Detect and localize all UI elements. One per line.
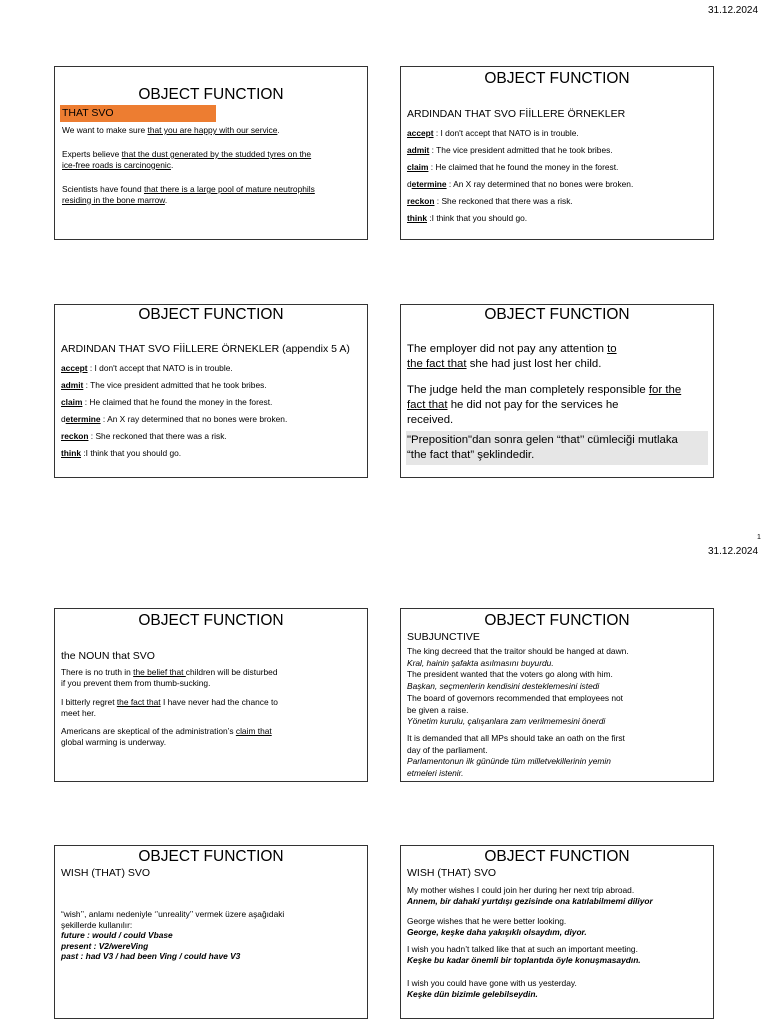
wish-example-3: I wish you hadn’t talked like that at such an important meeting. Keşke bu kadar önemli bir toplantıda öyle konuşmasaydın. bbox=[407, 944, 641, 965]
wish-rules bbox=[61, 909, 284, 962]
slide-title: OBJECT FUNCTION bbox=[484, 306, 630, 323]
verb-example-reckon: reckon : She reckoned that there was a risk. bbox=[61, 431, 227, 441]
note-text: "Preposition"dan sonra gelen “that’’ cümleciği mutlaka “the fact that” şeklindedir. bbox=[407, 434, 678, 461]
wish-example-4: I wish you could have gone with us yesterday. Keşke dün bizimle gelebilseydin. bbox=[407, 978, 577, 999]
page-date-middle: 31.12.2024 bbox=[708, 546, 759, 557]
page-date-top: 31.12.2024 bbox=[708, 5, 759, 16]
example-2: Experts believe that the dust generated by the studded tyres on the ice-free roads is carcinogenic. bbox=[62, 149, 312, 170]
verb-example-claim: claim : He claimed that he found the money in the forest. bbox=[407, 162, 619, 172]
slide-title: OBJECT FUNCTION bbox=[138, 306, 284, 323]
slide-noun-that bbox=[54, 608, 368, 782]
verb-example-think: think :I think that you should go. bbox=[61, 448, 182, 458]
verb-example-admit: admit : The vice president admitted that he took bribes. bbox=[407, 145, 613, 155]
subjunctive-examples bbox=[407, 646, 629, 728]
verb-example-accept: accept : I don't accept that NATO is in trouble. bbox=[407, 128, 579, 138]
example-2: I bitterly regret the fact that I have never had the chance to meet her. bbox=[61, 697, 278, 718]
verb-examples bbox=[61, 360, 287, 462]
slide-wish-rules bbox=[54, 845, 368, 1019]
translation-line: Kral, hainin şafakta asılmasını buyurdu. bbox=[407, 657, 554, 668]
slide-that-svo bbox=[54, 66, 368, 240]
example-1: The employer did not pay any attention to the fact that she had just lost her child. bbox=[407, 343, 617, 370]
translation-line: Başkan, seçmenlerin kendisini desteklemesini istedi bbox=[407, 681, 600, 692]
page-mark: 1 bbox=[757, 534, 761, 541]
verb-example-determine: determine : An X ray determined that no bones were broken. bbox=[407, 179, 634, 189]
slide-heading: WISH (THAT) SVO bbox=[407, 867, 497, 879]
example-1: We want to make sure that you are happy with our service. bbox=[62, 125, 280, 135]
example-1: There is no truth in the belief that children will be disturbed if you prevent them from thumb-sucking. bbox=[61, 667, 278, 688]
slide-heading: ARDINDAN THAT SVO FİİLLERE ÖRNEKLER bbox=[407, 108, 626, 120]
rule-future: future : would / could Vbase bbox=[61, 930, 173, 941]
slide-title: OBJECT FUNCTION bbox=[138, 86, 284, 103]
slide-title: OBJECT FUNCTION bbox=[484, 70, 630, 87]
translation-line: Parlamentonun ilk gününde tüm milletvekillerinin yemin bbox=[407, 756, 611, 767]
wish-example-2: George wishes that he were better looking. George, keşke daha yakışıklı olsaydım, diyor. bbox=[407, 916, 587, 937]
verb-example-claim: claim : He claimed that he found the money in the forest. bbox=[61, 397, 273, 407]
subjunctive-examples-2 bbox=[407, 733, 625, 780]
rule-past: past : had V3 / had been Ving / could have V3 bbox=[61, 951, 241, 962]
translation-line: Yönetim kurulu, çalışanlara zam verilmemesini önerdi bbox=[407, 716, 606, 727]
slide-wish-examples bbox=[400, 845, 714, 1019]
slide-the-fact-that bbox=[400, 304, 714, 478]
example-2: The judge held the man completely responsible for the fact that he did not pay for the services he received. bbox=[407, 384, 682, 426]
slide-heading: WISH (THAT) SVO bbox=[61, 867, 151, 879]
rule-intro: “wish’’, anlamı nedeniyle ‘’unreality’’ vermek üzere aşağıdaki bbox=[61, 909, 285, 919]
slide-heading: the NOUN that SVO bbox=[61, 650, 155, 662]
verb-example-reckon: reckon : She reckoned that there was a risk. bbox=[407, 196, 573, 206]
slide-that-verbs-appendix bbox=[54, 304, 368, 478]
verb-examples bbox=[407, 125, 633, 227]
rule-present: present : V2/wereVing bbox=[61, 940, 149, 951]
slide-title: OBJECT FUNCTION bbox=[484, 848, 630, 865]
verb-example-admit: admit : The vice president admitted that he took bribes. bbox=[61, 380, 267, 390]
slide-title: OBJECT FUNCTION bbox=[138, 848, 284, 865]
example-line: The president wanted that the voters go along with him. bbox=[407, 669, 613, 680]
example-line: The board of governors recommended that employees not bbox=[407, 692, 624, 703]
example-line: The king decreed that the traitor should be hanged at dawn. bbox=[407, 646, 629, 656]
slide-subjunctive bbox=[400, 608, 714, 782]
slide-title: OBJECT FUNCTION bbox=[484, 612, 630, 629]
example-3: Americans are skeptical of the administration’s claim that global warming is underway. bbox=[61, 726, 272, 747]
translation-line: etmeleri istenir. bbox=[407, 768, 464, 779]
verb-example-determine: determine : An X ray determined that no bones were broken. bbox=[61, 414, 288, 424]
example-line: be given a raise. bbox=[407, 704, 469, 715]
verb-example-accept: accept : I don't accept that NATO is in trouble. bbox=[61, 363, 233, 373]
wish-example-1: My mother wishes I could join her during her next trip abroad. Annem, bir dahaki yurtdışı gezisinde ona katılabilmemi diliyor bbox=[407, 885, 653, 906]
slide-that-verbs bbox=[400, 66, 714, 240]
slide-heading: ARDINDAN THAT SVO FİİLLERE ÖRNEKLER (appendix 5 A) bbox=[61, 343, 350, 355]
slide-title: OBJECT FUNCTION bbox=[138, 612, 284, 629]
verb-example-think: think :I think that you should go. bbox=[407, 213, 528, 223]
example-line: It is demanded that all MPs should take an oath on the first bbox=[407, 733, 625, 743]
slide-heading: SUBJUNCTIVE bbox=[407, 631, 480, 643]
example-line: day of the parliament. bbox=[407, 744, 488, 755]
rule-intro-cont: şekillerde kullanılır: bbox=[61, 919, 133, 930]
slide-heading: THAT SVO bbox=[62, 107, 114, 119]
example-3: Scientists have found that there is a large pool of mature neutrophils residing in the bone marrow. bbox=[62, 184, 315, 205]
